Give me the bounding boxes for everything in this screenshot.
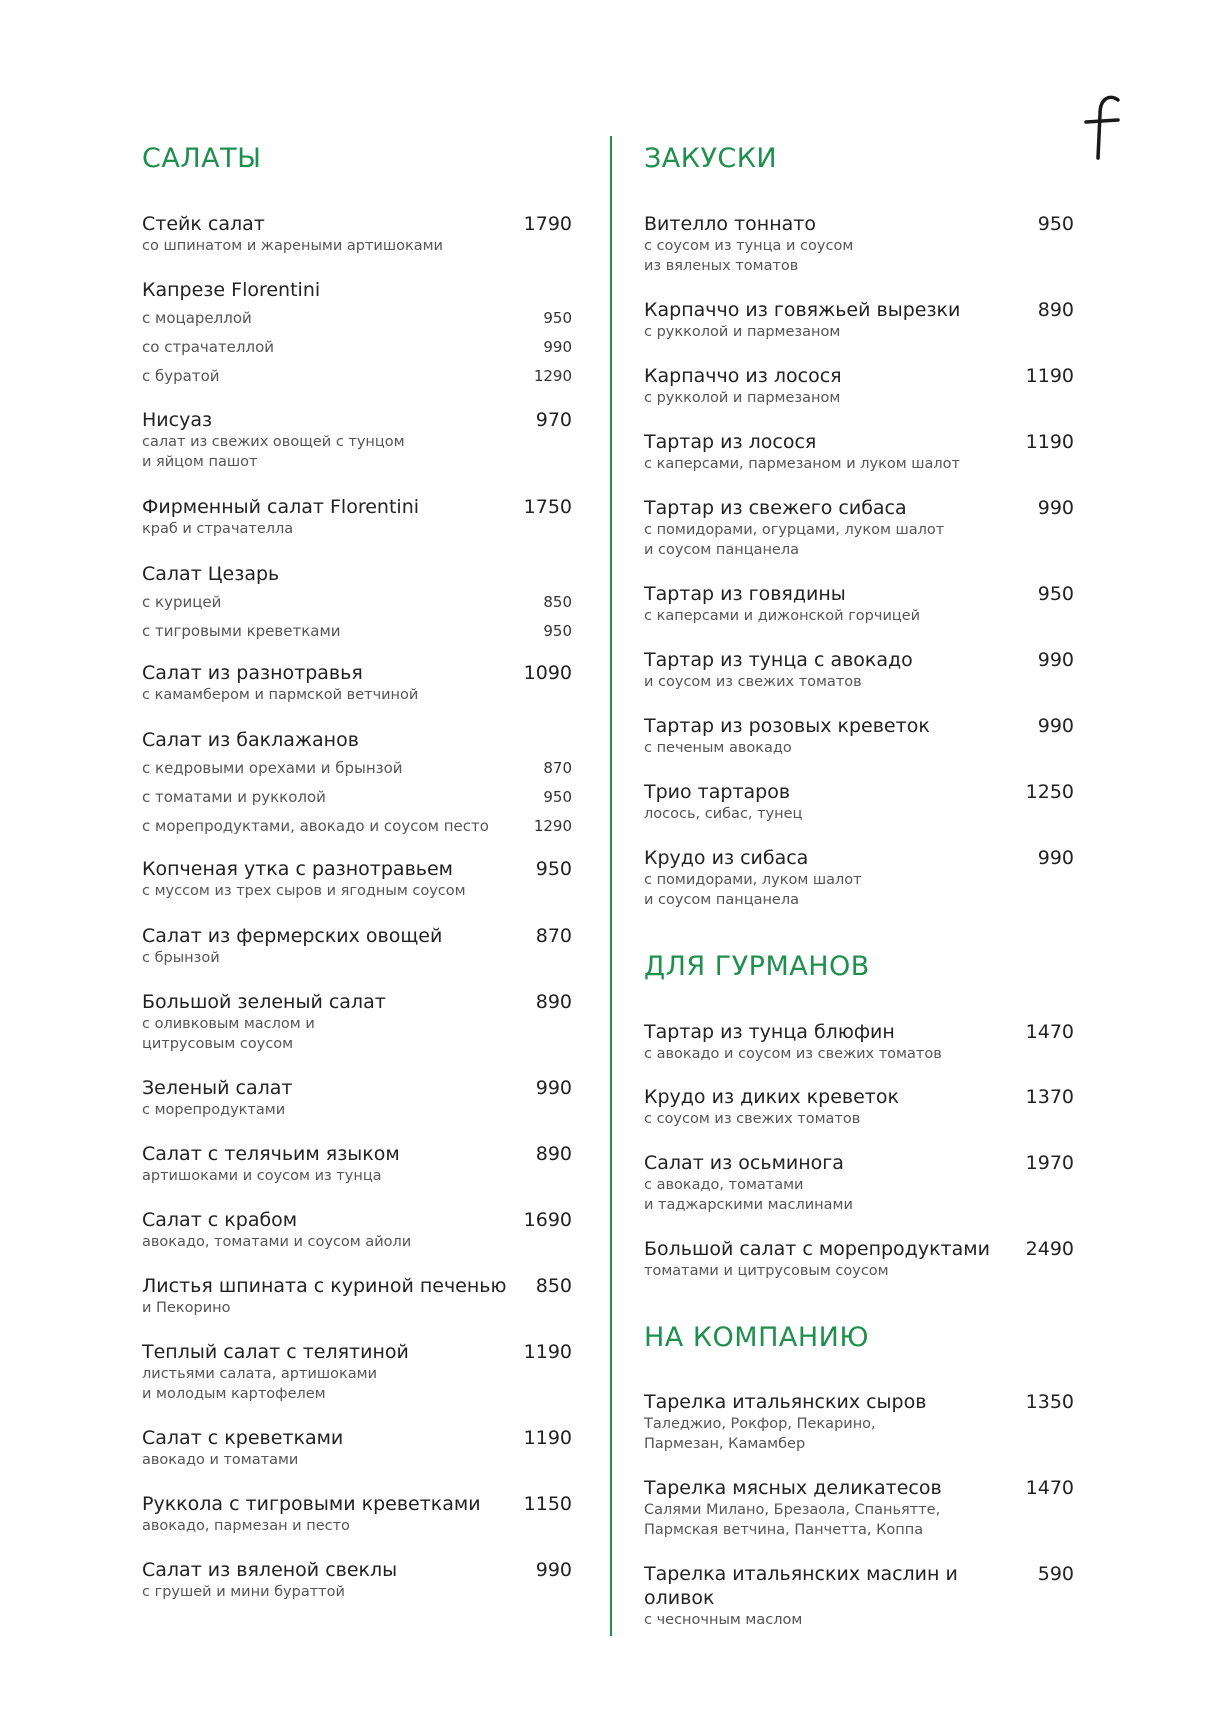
variant-price: 1290 — [533, 367, 572, 385]
item-description: с помидорами, луком шалот и соусом панцанела — [644, 872, 862, 908]
item-name: Салат из фермерских овощей — [142, 925, 443, 947]
item-name: Карпаччо из говяжьей вырезки — [644, 299, 961, 321]
item-row — [142, 661, 572, 685]
variant-name: со страчателлой — [142, 338, 275, 356]
item-name: Салат из вяленой свеклы — [142, 1559, 398, 1581]
item-description: с помидорами, огурцами, луком шалот и соусом панцанела — [644, 522, 945, 558]
item-name: Копченая утка с разнотравьем — [142, 858, 453, 880]
item-description: авокадо, пармезан и песто — [142, 1518, 350, 1534]
menu-item — [644, 496, 1074, 560]
item-variants — [142, 754, 572, 841]
item-row — [644, 1390, 1074, 1414]
menu-item — [142, 408, 572, 472]
item-price: 1470 — [1025, 1477, 1074, 1499]
item-price: 990 — [1037, 715, 1074, 737]
item-name: Тарелка мясных деликатесов — [644, 1477, 942, 1499]
item-price: 2490 — [1025, 1238, 1074, 1260]
menu-item — [142, 278, 572, 391]
item-row — [142, 1208, 572, 1232]
variant-row — [142, 812, 572, 841]
item-name: Капрезе Florentini — [142, 279, 321, 301]
item-row — [644, 714, 1074, 738]
item-row — [142, 495, 572, 519]
item-row — [142, 1142, 572, 1166]
item-name: Тартар из лосося — [644, 431, 817, 453]
menu-item — [644, 780, 1074, 824]
item-variants — [142, 588, 572, 646]
item-price: 1470 — [1025, 1021, 1074, 1043]
item-row — [142, 1274, 572, 1298]
item-description: со шпинатом и жареными артишоками — [142, 238, 443, 254]
item-price: 970 — [535, 409, 572, 431]
item-description: краб и страчателла — [142, 521, 294, 537]
item-name: Фирменный салат Florentini — [142, 496, 420, 518]
item-description: салат из свежих овощей с тунцом и яйцом пашот — [142, 434, 405, 470]
item-price: 890 — [1037, 299, 1074, 321]
item-price: 1370 — [1025, 1086, 1074, 1108]
menu-item — [644, 1151, 1074, 1215]
item-price: 950 — [1037, 583, 1074, 605]
item-row — [644, 496, 1074, 520]
item-description: с брынзой — [142, 950, 220, 966]
menu-item — [142, 661, 572, 705]
item-name: Карпаччо из лосося — [644, 365, 842, 387]
item-name: Большой зеленый салат — [142, 991, 386, 1013]
item-price: 950 — [1037, 213, 1074, 235]
item-row — [142, 212, 572, 236]
menu-item — [644, 364, 1074, 408]
menu-item — [142, 495, 572, 539]
variant-row — [142, 362, 572, 391]
item-price: 1690 — [523, 1209, 572, 1231]
variant-price: 950 — [543, 622, 572, 640]
company-section — [644, 1321, 1074, 1355]
item-name: Руккола с тигровыми креветками — [142, 1493, 481, 1515]
item-name: Салат из осьминога — [644, 1152, 844, 1174]
item-description: с печеным авокадо — [644, 740, 792, 756]
item-name: Салат из разнотравья — [142, 662, 363, 684]
menu-item — [644, 1020, 1074, 1064]
variant-name: с буратой — [142, 367, 220, 385]
menu-item — [142, 857, 572, 901]
item-row — [142, 1558, 572, 1582]
salads-section — [142, 142, 572, 176]
section-title: ДЛЯ ГУРМАНОВ — [644, 951, 870, 982]
item-name: Салат с крабом — [142, 1209, 298, 1231]
item-name: Нисуаз — [142, 409, 213, 431]
item-row — [644, 1151, 1074, 1175]
item-price: 1190 — [523, 1427, 572, 1449]
item-row — [142, 408, 572, 432]
item-name: Зеленый салат — [142, 1077, 293, 1099]
item-name: Листья шпината с куриной печенью — [142, 1275, 507, 1297]
variant-price: 870 — [543, 759, 572, 777]
item-name: Салат Цезарь — [142, 563, 280, 585]
variant-price: 950 — [543, 788, 572, 806]
item-variants — [142, 304, 572, 391]
menu-item — [142, 1208, 572, 1252]
item-description: авокадо и томатами — [142, 1452, 299, 1468]
menu-item — [644, 582, 1074, 626]
item-row — [644, 430, 1074, 454]
item-name: Тарелка итальянских маслин и оливок — [644, 1563, 958, 1609]
menu-item — [142, 1426, 572, 1470]
item-description: Салями Милано, Брезаола, Спаньятте, Пармская ветчина, Панчетта, Коппа — [644, 1502, 941, 1538]
menu-item — [142, 562, 572, 646]
menu-item — [644, 1562, 1074, 1630]
item-name: Большой салат с морепродуктами — [644, 1238, 990, 1260]
column-divider — [610, 136, 612, 1636]
item-row — [644, 1237, 1074, 1261]
variant-name: с кедровыми орехами и брынзой — [142, 759, 403, 777]
item-row — [142, 1426, 572, 1450]
item-row — [142, 1076, 572, 1100]
item-row — [142, 924, 572, 948]
section-title: НА КОМПАНИЮ — [644, 1322, 869, 1353]
variant-row — [142, 617, 572, 646]
item-price: 1350 — [1025, 1391, 1074, 1413]
item-description: с авокадо и соусом из свежих томатов — [644, 1046, 942, 1062]
item-name: Крудо из сибаса — [644, 847, 809, 869]
item-price: 950 — [535, 858, 572, 880]
item-row — [644, 1085, 1074, 1109]
starters-section — [644, 142, 1074, 176]
item-description: с рукколой и пармезаном — [644, 324, 841, 340]
menu-item — [142, 1492, 572, 1536]
item-description: листьями салата, артишоками и молодым картофелем — [142, 1366, 378, 1402]
item-description: с соусом из тунца и соусом из вяленых томатов — [644, 238, 854, 274]
variant-row — [142, 754, 572, 783]
item-description: с грушей и мини бураттой — [142, 1584, 345, 1600]
item-name: Салат с телячьим языком — [142, 1143, 400, 1165]
item-name: Трио тартаров — [644, 781, 791, 803]
item-row — [644, 1562, 1074, 1610]
item-row — [142, 278, 572, 302]
item-price: 1090 — [523, 662, 572, 684]
item-row — [644, 1020, 1074, 1044]
item-row — [644, 1476, 1074, 1500]
item-row — [644, 212, 1074, 236]
item-name: Тартар из тунца с авокадо — [644, 649, 913, 671]
item-name: Тартар из тунца блюфин — [644, 1021, 895, 1043]
menu-item — [142, 1142, 572, 1186]
menu-item — [142, 924, 572, 968]
item-description: и соусом из свежих томатов — [644, 674, 862, 690]
item-row — [142, 728, 572, 752]
menu-item — [142, 212, 572, 256]
menu-item — [644, 714, 1074, 758]
item-price: 1750 — [523, 496, 572, 518]
item-name: Тарелка итальянских сыров — [644, 1391, 927, 1413]
variant-name: с моцареллой — [142, 309, 252, 327]
item-price: 850 — [535, 1275, 572, 1297]
item-description: с чесночным маслом — [644, 1612, 803, 1628]
item-name: Стейк салат — [142, 213, 265, 235]
gourmet-section — [644, 950, 1074, 984]
item-row — [644, 364, 1074, 388]
menu-item — [644, 430, 1074, 474]
item-description: с каперсами и дижонской горчицей — [644, 608, 921, 624]
item-price: 1250 — [1025, 781, 1074, 803]
item-price: 1190 — [1025, 365, 1074, 387]
item-price: 590 — [1037, 1563, 1074, 1585]
menu-item — [644, 298, 1074, 342]
item-price: 1190 — [1025, 431, 1074, 453]
menu-item — [644, 1085, 1074, 1129]
item-price: 890 — [535, 1143, 572, 1165]
item-price: 1150 — [523, 1493, 572, 1515]
item-name: Салат с креветками — [142, 1427, 344, 1449]
menu-item — [644, 648, 1074, 692]
item-description: с рукколой и пармезаном — [644, 390, 841, 406]
item-description: с муссом из трех сыров и ягодным соусом — [142, 883, 466, 899]
item-description: томатами и цитрусовым соусом — [644, 1263, 889, 1279]
variant-row — [142, 304, 572, 333]
florentini-logo — [1078, 92, 1128, 162]
item-row — [644, 298, 1074, 322]
item-description: и Пекорино — [142, 1300, 231, 1316]
item-price: 990 — [535, 1077, 572, 1099]
menu-item — [142, 1274, 572, 1318]
section-title: САЛАТЫ — [142, 143, 262, 174]
item-description: с оливковым маслом и цитрусовым соусом — [142, 1016, 315, 1052]
item-price: 990 — [1037, 649, 1074, 671]
item-row — [142, 562, 572, 586]
variant-name: с тигровыми креветками — [142, 622, 341, 640]
item-row — [644, 780, 1074, 804]
item-description: с соусом из свежих томатов — [644, 1111, 861, 1127]
item-row — [142, 857, 572, 881]
variant-price: 990 — [543, 338, 572, 356]
item-row — [142, 1492, 572, 1516]
item-price: 1190 — [523, 1341, 572, 1363]
menu-item — [142, 1076, 572, 1120]
variant-row — [142, 333, 572, 362]
menu-item — [644, 212, 1074, 276]
item-name: Вителло тоннато — [644, 213, 816, 235]
item-price: 990 — [1037, 497, 1074, 519]
item-description: с морепродуктами — [142, 1102, 286, 1118]
item-name: Теплый салат с телятиной — [142, 1341, 409, 1363]
variant-row — [142, 783, 572, 812]
item-price: 870 — [535, 925, 572, 947]
item-price: 890 — [535, 991, 572, 1013]
variant-name: с томатами и рукколой — [142, 788, 326, 806]
item-description: артишоками и соусом из тунца — [142, 1168, 382, 1184]
variant-price: 850 — [543, 593, 572, 611]
item-price: 990 — [535, 1559, 572, 1581]
item-description: с авокадо, томатами и таджарскими маслинами — [644, 1177, 853, 1213]
variant-price: 1290 — [533, 817, 572, 835]
menu-item — [142, 728, 572, 841]
item-description: авокадо, томатами и соусом айоли — [142, 1234, 412, 1250]
item-price: 990 — [1037, 847, 1074, 869]
menu-item — [644, 846, 1074, 910]
section-title: ЗАКУСКИ — [644, 143, 778, 174]
item-row — [644, 648, 1074, 672]
menu-item — [142, 1340, 572, 1404]
item-description: лосось, сибас, тунец — [644, 806, 803, 822]
item-name: Тартар из розовых креветок — [644, 715, 930, 737]
item-row — [644, 846, 1074, 870]
menu-item — [644, 1237, 1074, 1281]
variant-name: с морепродуктами, авокадо и соусом песто — [142, 817, 489, 835]
variant-name: с курицей — [142, 593, 222, 611]
menu-item — [644, 1390, 1074, 1454]
item-row — [142, 1340, 572, 1364]
item-description: с камамбером и пармской ветчиной — [142, 687, 419, 703]
item-name: Тартар из говядины — [644, 583, 846, 605]
item-description: Таледжио, Рокфор, Пекарино, Пармезан, Камамбер — [644, 1416, 876, 1452]
item-description: с каперсами, пармезаном и луком шалот — [644, 456, 960, 472]
menu-item — [142, 1558, 572, 1602]
menu-item — [142, 990, 572, 1054]
item-name: Крудо из диких креветок — [644, 1086, 899, 1108]
menu-item — [644, 1476, 1074, 1540]
item-price: 1790 — [523, 213, 572, 235]
item-row — [644, 582, 1074, 606]
item-name: Салат из баклажанов — [142, 729, 359, 751]
variant-row — [142, 588, 572, 617]
item-price: 1970 — [1025, 1152, 1074, 1174]
item-row — [142, 990, 572, 1014]
item-name: Тартар из свежего сибаса — [644, 497, 907, 519]
variant-price: 950 — [543, 309, 572, 327]
